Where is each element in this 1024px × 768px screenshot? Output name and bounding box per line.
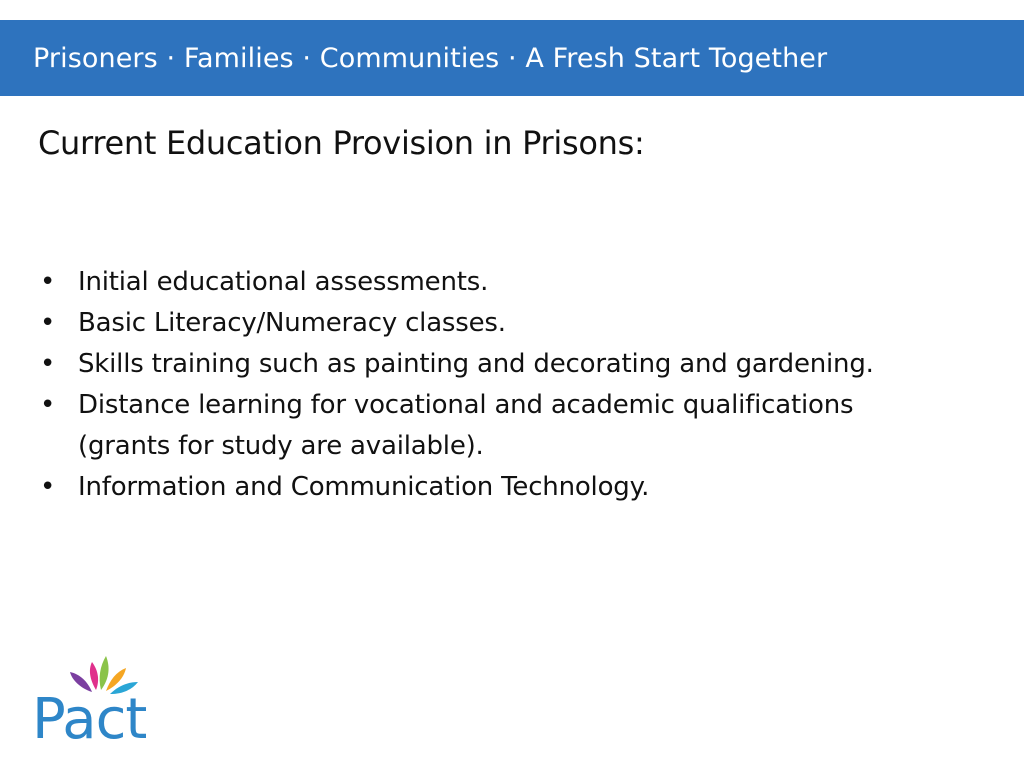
header-banner (0, 20, 1024, 96)
bullet-text: Distance learning for vocational and academic qualifications (grants for study are available). (78, 390, 854, 461)
list-item (38, 303, 938, 344)
logo-petal-center (100, 656, 109, 690)
logo-petal-left (90, 662, 98, 690)
bullet-icon: • (40, 472, 56, 502)
list-item (38, 467, 938, 508)
list-item (38, 262, 938, 303)
pact-logo-text: Pact (32, 687, 147, 744)
bullet-icon: • (40, 349, 56, 379)
bullet-icon: • (40, 390, 56, 420)
bullet-list (38, 262, 938, 508)
list-item (38, 344, 938, 385)
bullet-text: Basic Literacy/Numeracy classes. (78, 308, 506, 338)
list-item (38, 385, 938, 467)
bullet-icon: • (40, 308, 56, 338)
bullet-icon: • (40, 267, 56, 297)
banner-tagline: Prisoners · Families · Communities · A Fresh Start Together (33, 42, 828, 74)
bullet-text: Information and Communication Technology. (78, 472, 650, 502)
pact-logo (30, 648, 180, 744)
slide-title: Current Education Provision in Prisons: (38, 124, 645, 162)
bullet-text: Initial educational assessments. (78, 267, 489, 297)
bullet-text: Skills training such as painting and decorating and gardening. (78, 349, 874, 379)
